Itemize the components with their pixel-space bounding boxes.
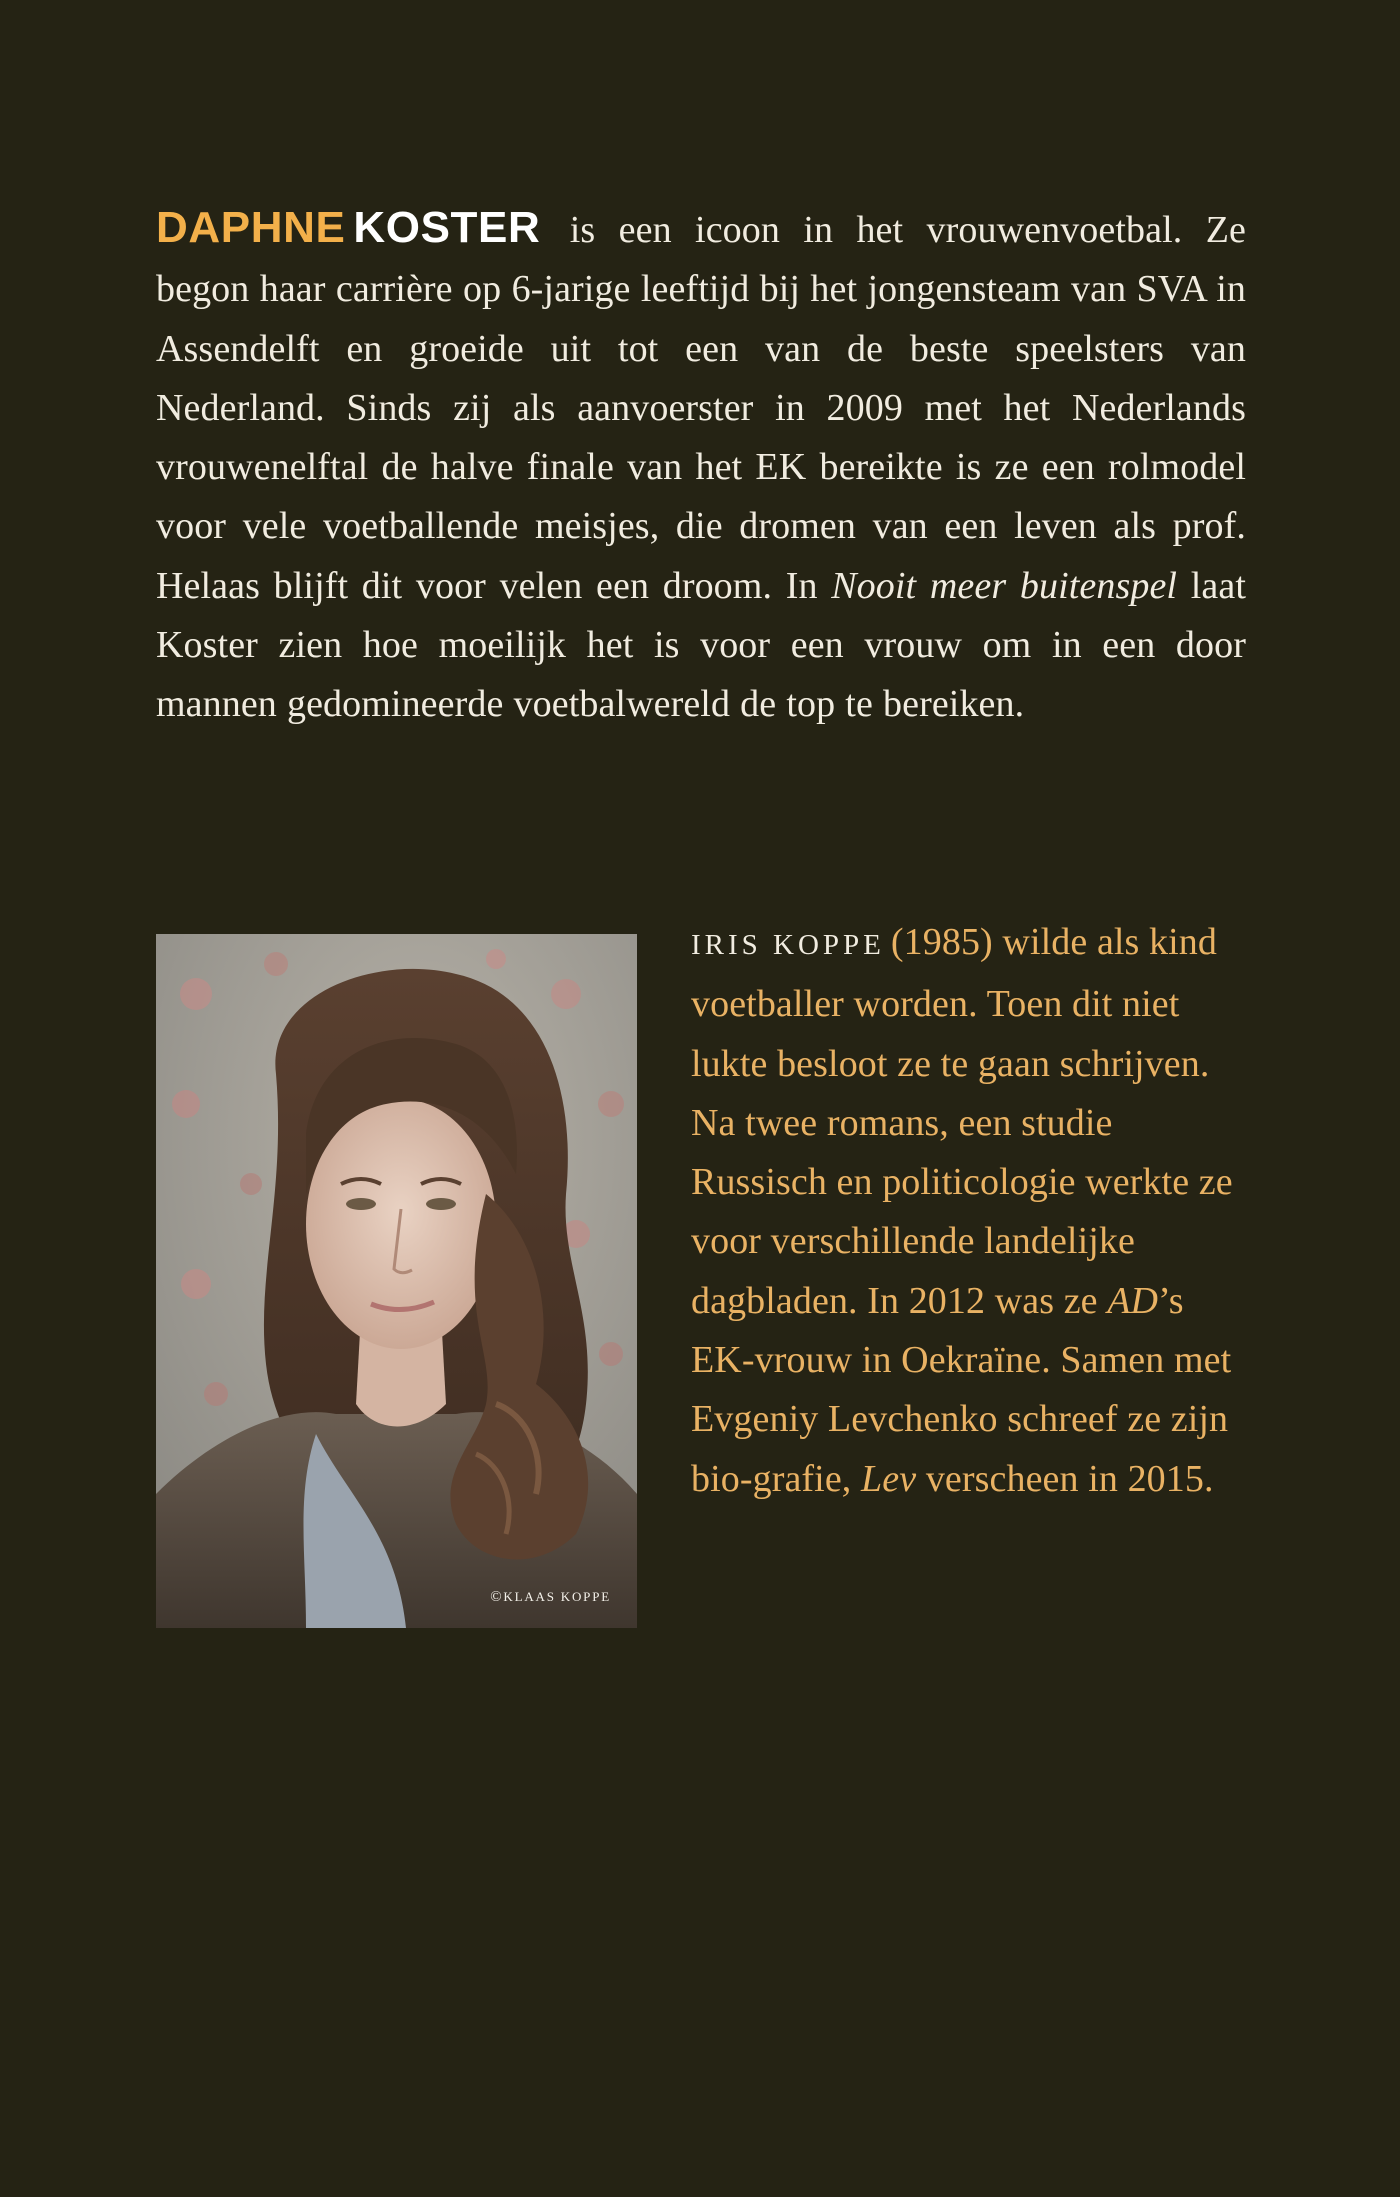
intro-name-last: KOSTER (353, 203, 541, 252)
intro-text-1: is een icoon in het vrouwenvoetbal. Ze begon haar carrière op 6-jarige leeftijd bij het jongensteam van SVA in Assendelft en groeide uit tot een van de beste speelsters van Nederland. Sinds zij als aanvoerster in 2009 met het Nederlands vrouwenelftal de halve finale van het EK bereikte is ze een rolmodel voor vele voetballende meisjes, die dromen van een leven als prof. Helaas blijft dit voor velen een droom. In (156, 209, 1246, 607)
translator-bio (691, 913, 1251, 1509)
bio-text-1: (1985) wilde als kind voetballer worden. Toen dit niet lukte besloot ze te gaan schrijven. Na twee romans, een studie Russisch en politicologie werkte ze voor verschillende landelijke dagbladen. In 2012 was ze (691, 921, 1233, 1322)
photo-credit (490, 1589, 611, 1606)
bio-text-3: verscheen in 2015. (925, 1457, 1214, 1500)
intro-text-2: laat Koster zien hoe moeilijk het is voor een vrouw om in een door mannen gedomineerde voetbalwereld de top te bereiken. (156, 564, 1246, 726)
photo-credit-name: KLAAS KOPPE (503, 1589, 611, 1604)
bio-text-2: ’s EK-vrouw in Oekraïne. Samen met Evgeniy Levchenko schreef ze zijn bio-grafie, (691, 1279, 1232, 1500)
author-photo (156, 934, 637, 1628)
author-intro (156, 198, 1246, 735)
intro-name-first: DAPHNE (156, 203, 346, 252)
bio-newspaper: AD (1107, 1279, 1159, 1322)
bio-book-title: Lev (861, 1457, 917, 1500)
author-portrait-image (156, 934, 637, 1628)
intro-book-title: Nooit meer buitenspel (831, 564, 1178, 607)
bio-author-name: IRIS KOPPE (691, 929, 885, 961)
copyright-symbol: © (490, 1589, 504, 1605)
